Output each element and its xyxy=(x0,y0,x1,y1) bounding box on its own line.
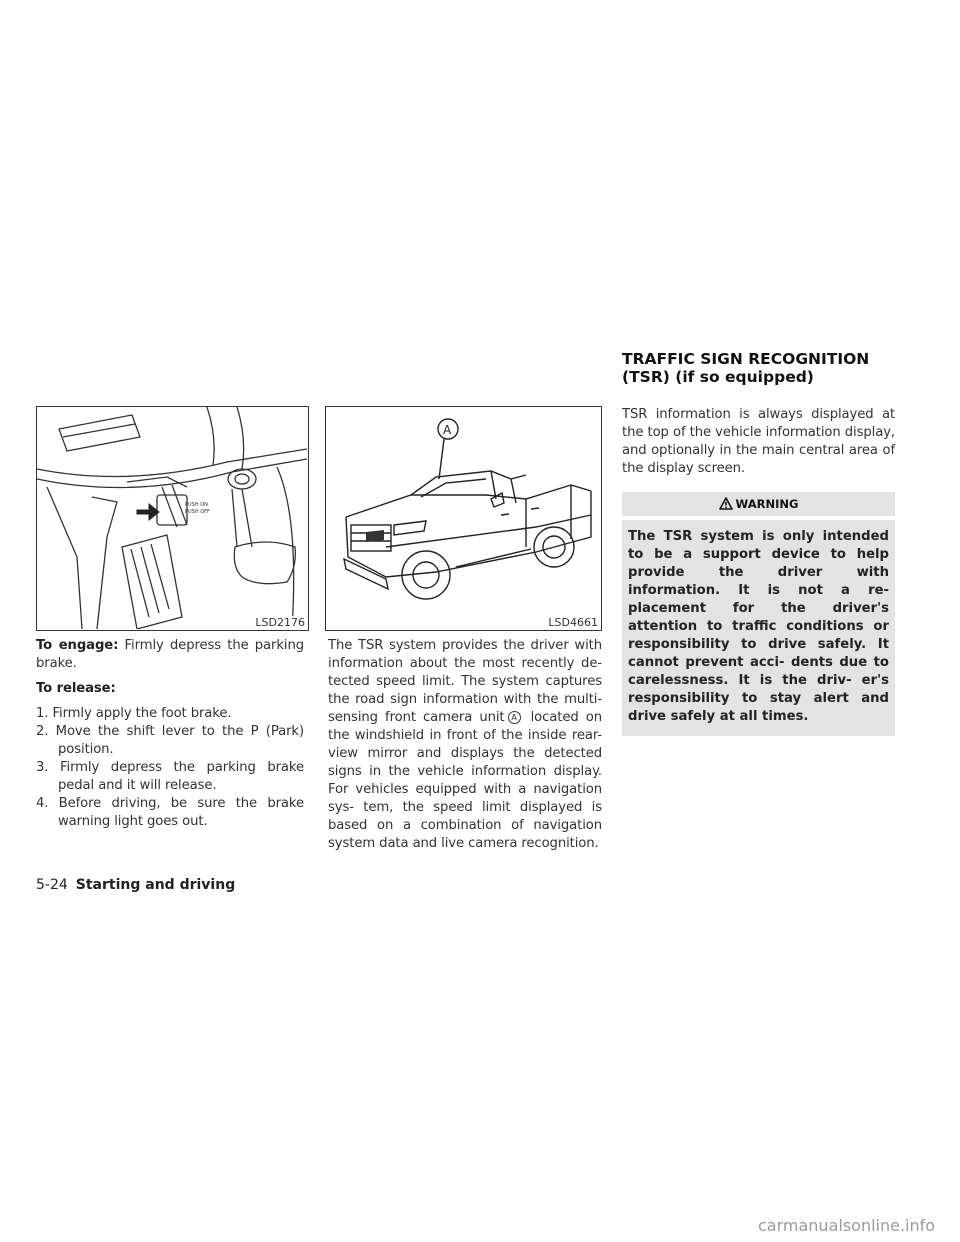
warning-title: WARNING xyxy=(735,497,799,511)
page-footer xyxy=(36,877,235,893)
page-number: 5-24 xyxy=(36,877,68,893)
marker-a-icon: A xyxy=(508,711,521,724)
step-4: 4. Before driving, be sure the brake warning light goes out. xyxy=(36,796,304,829)
engage-text: Firmly depress the parking brake. xyxy=(36,638,304,671)
step-1: 1. Firmly apply the foot brake. xyxy=(36,706,232,721)
release-label: To release: xyxy=(36,681,116,696)
section-heading: TRAFFIC SIGN RECOGNITION (TSR) (if so equipped) xyxy=(622,350,870,386)
section-title: Starting and driving xyxy=(75,877,236,893)
warning-header xyxy=(622,492,895,516)
truck-camera-figure xyxy=(325,406,602,631)
column-1 xyxy=(36,637,304,831)
warning-icon xyxy=(719,494,733,518)
engage-label: To engage: xyxy=(36,638,119,653)
step-3: 3. Firmly depress the parking brake pedal and it will release. xyxy=(36,760,304,793)
step-2: 2. Move the shift lever to the P (Park) position. xyxy=(36,724,304,757)
pedal-illustration xyxy=(37,407,307,629)
watermark: carmanualsonline.info xyxy=(758,1216,936,1235)
figure-code: LSD4661 xyxy=(548,616,598,629)
pedal-label-line2: PUSH OFF xyxy=(185,509,210,515)
pedal-label-line1: PUSH ON xyxy=(185,502,208,508)
truck-illustration xyxy=(326,407,600,629)
tsr-description-part1: The TSR system provides the driver with information about the most recently de- tected speed limit. The system captures the road sign information with the multi- sensing front camera unit xyxy=(328,638,602,725)
parking-brake-figure xyxy=(36,406,309,631)
tsr-intro: TSR information is always displayed at the top of the vehicle information display, and optionally in the main central area of the display screen. xyxy=(622,407,895,476)
engage-paragraph xyxy=(36,637,304,673)
column-2 xyxy=(328,637,602,853)
tsr-description-part2: located on the windshield in front of the inside rear- view mirror and displays the detected signs in the vehicle information display. For vehicles equipped with a navigation sys- tem, the speed limit displayed is based on a combination of navigation system data and live camera recognition. xyxy=(328,710,602,851)
column-3 xyxy=(622,406,895,736)
callout-a: A xyxy=(443,423,452,437)
figure-code: LSD2176 xyxy=(255,616,305,629)
tsr-description xyxy=(328,637,602,853)
warning-text: The TSR system is only intended to be a support device to help provide the driver with information. It is not a re- placement for the driver's attention to traffic conditions or responsibility to drive safely. It cannot prevent acci- dents due to carelessness. It is the driv- er's responsibility to stay alert and drive safely at all times. xyxy=(622,520,895,736)
